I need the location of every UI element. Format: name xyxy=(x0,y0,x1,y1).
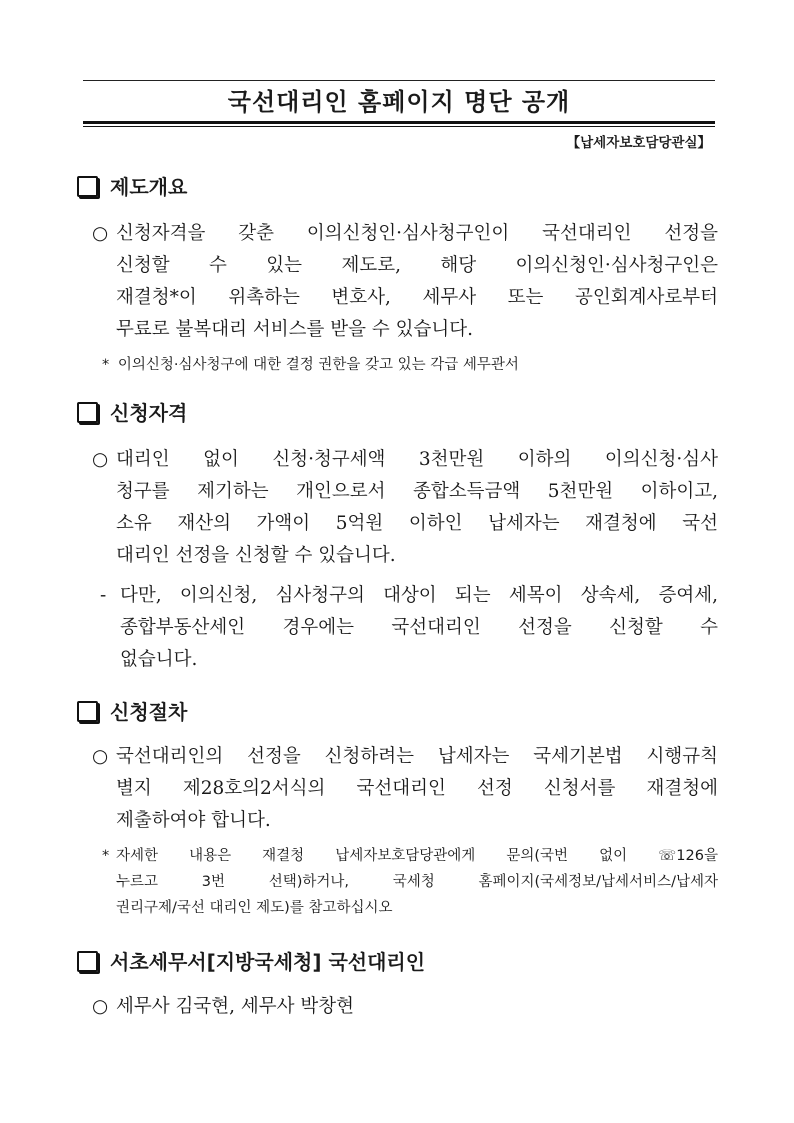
procedure-footnote: * 자세한 내용은 재결청 납세자보호담당관에게 문의(국번 없이 ☏126을 누르고 3번 선택)하거나, 국세청 홈페이지(국세정보/납세서비스/납세자 권리구제/국선 대리인 제도)를 참고하십시오 xyxy=(102,848,718,916)
procedure-paragraph: ○ 국선대리인의 선정을 신청하려는 납세자는 국세기본법 시행규칙 별지 제28호의2서식의 국선대리인 선정 신청서를 재결청에 제출하여야 합니다. xyxy=(92,741,718,837)
circle-bullet-icon: ○ xyxy=(92,223,109,244)
title-rule-thin xyxy=(83,126,715,127)
eligibility-exception: - 다만, 이의신청, 심사청구의 대상이 되는 세목이 상속세, 증여세, 종합부동산세인 경우에는 국선대리인 선정을 신청할 수 없습니다. xyxy=(100,580,718,676)
circle-bullet-icon: ○ xyxy=(92,996,109,1017)
top-rule xyxy=(83,80,715,81)
checkbox-icon xyxy=(77,951,98,972)
overview-paragraph: ○ 신청자격을 갖춘 이의신청인·심사청구인이 국선대리인 선정을 신청할 수 있는 제도로, 해당 이의신청인·심사청구인은 재결청*이 위촉하는 변호사, 세무사 또는 공인회계사로부터 무료로 불복대리 서비스를 받을 수 있습니다. xyxy=(92,218,718,346)
circle-bullet-icon: ○ xyxy=(92,746,109,767)
checkbox-icon xyxy=(77,701,98,722)
page-title: 국선대리인 홈페이지 명단 공개 xyxy=(227,88,571,116)
representatives-paragraph: ○ 세무사 김국현, 세무사 박창현 xyxy=(92,991,718,1023)
checkbox-icon xyxy=(77,402,98,423)
eligibility-paragraph: ○ 대리인 없이 신청·청구세액 3천만원 이하의 이의신청·심사 청구를 제기하는 개인으로서 종합소득금액 5천만원 이하이고, 소유 재산의 가액이 5억원 이하인 납세자는 재결청에 국선 대리인 선정을 신청할 수 있습니다. xyxy=(92,444,718,572)
section-heading-representatives: 서초세무서[지방국세청] 국선대리인 xyxy=(77,949,425,975)
department-label: 【납세자보호담당관실】 xyxy=(566,135,711,151)
checkbox-icon xyxy=(77,176,98,197)
section-heading-eligibility: 신청자격 xyxy=(77,400,187,426)
circle-bullet-icon: ○ xyxy=(92,449,109,470)
section-heading-procedure: 신청절차 xyxy=(77,699,187,725)
title-rule-thick xyxy=(83,121,715,124)
section-heading-overview: 제도개요 xyxy=(77,174,187,200)
dash-bullet: - xyxy=(100,585,107,606)
overview-footnote: * 이의신청·심사청구에 대한 결정 권한을 갖고 있는 각급 세무관서 xyxy=(102,357,519,373)
